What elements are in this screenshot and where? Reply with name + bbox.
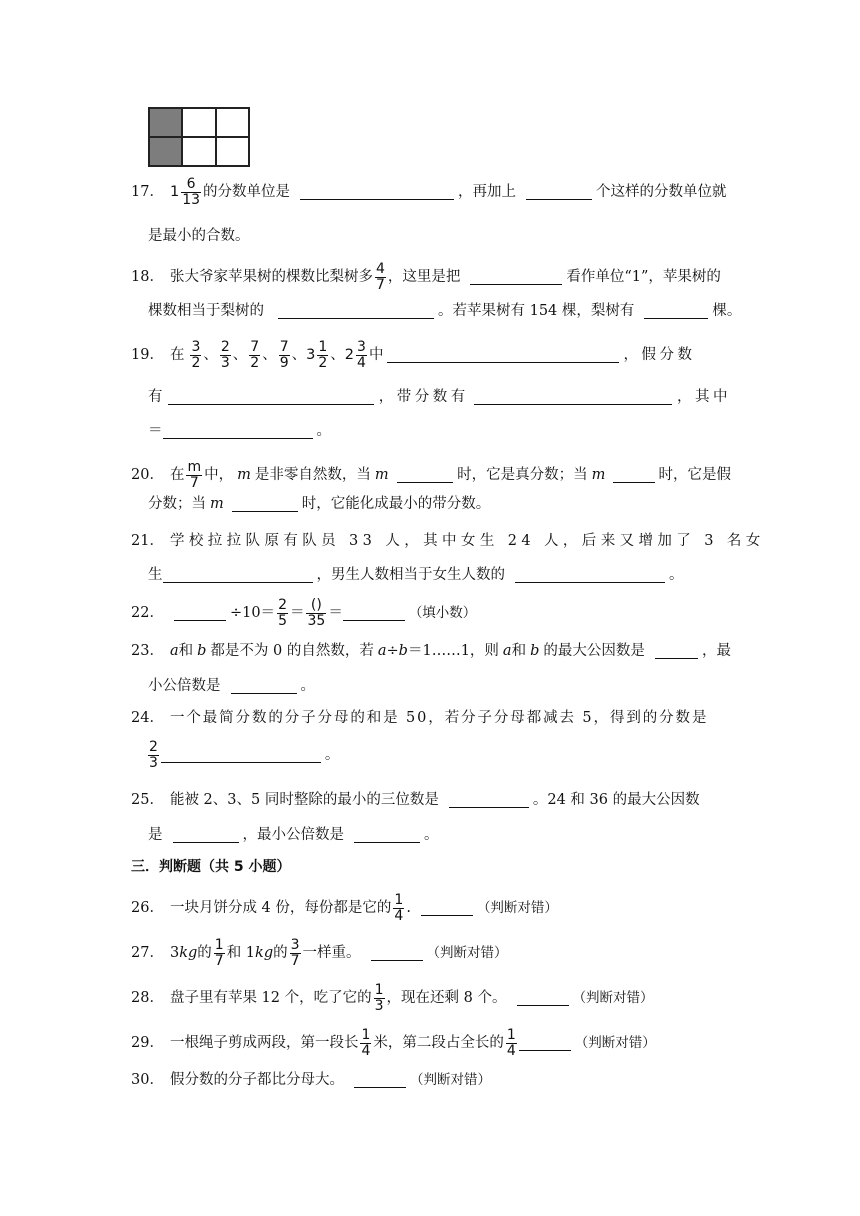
variable-m: m [210, 496, 224, 513]
variable-m: m [591, 467, 606, 484]
grid-cell [216, 137, 249, 166]
answer-blank[interactable] [470, 270, 562, 285]
question-text: 小公倍数是 [148, 678, 221, 695]
mixed-number-int: 1 [169, 184, 180, 201]
question-text: ，最 [702, 643, 731, 660]
question-text: 在 [169, 467, 185, 484]
equals-sign: ＝ [289, 605, 305, 622]
answer-blank[interactable] [231, 679, 297, 694]
question-number: 26． [131, 900, 164, 917]
instruction-text: （填小数） [408, 604, 477, 621]
answer-blank[interactable] [421, 901, 473, 916]
equals-sign: ＝ [328, 605, 343, 622]
answer-blank[interactable] [354, 1073, 406, 1088]
question-30-line [131, 1073, 731, 1088]
question-text: 和 1 [226, 945, 256, 962]
question-text: 时，它能化成最小的带分数。 [301, 496, 491, 513]
unit-kg: kg [179, 945, 198, 962]
answer-blank[interactable] [232, 497, 298, 512]
answer-blank[interactable] [519, 1036, 571, 1051]
question-text: ，男生人数相当于女生人数的 [316, 567, 505, 584]
question-text: 中 [368, 347, 384, 364]
grid-cell [182, 137, 215, 166]
instruction-text: （判断对错） [574, 1034, 656, 1051]
answer-blank[interactable] [343, 606, 405, 621]
question-number: 23． [131, 643, 164, 660]
fraction: $\frac{2}{5}$ [278, 597, 287, 629]
question-text: 看作单位“1”，苹果树的 [566, 269, 721, 286]
fraction: $\frac{7}{9}$ [279, 339, 289, 371]
question-text: 是最小的合数。 [148, 228, 250, 244]
question-17-line-1 [131, 177, 731, 208]
fraction: $\frac{1}{4}$ [361, 1027, 371, 1059]
fraction: $\frac{3}{4}$ [357, 339, 366, 371]
question-number: 21． [131, 533, 164, 549]
question-text: 一块月饼分成 4 份，每份都是它的 [169, 900, 392, 917]
question-number: 24． [131, 710, 164, 726]
question-21-line-2 [148, 568, 748, 583]
answer-blank[interactable] [161, 748, 321, 763]
question-number: 30． [131, 1072, 164, 1089]
question-text: ＝ [148, 423, 163, 440]
answer-blank[interactable] [278, 304, 434, 319]
answer-blank[interactable] [515, 568, 665, 583]
question-text: 的 [197, 945, 212, 962]
question-text: 。 [316, 423, 331, 440]
question-19-line-2 [148, 390, 731, 405]
question-text: 一根绳子剪成两段，第一段长 [169, 1035, 359, 1052]
question-text: ，这里是把 [387, 269, 461, 286]
grid-cell [182, 108, 215, 137]
answer-blank[interactable] [163, 424, 313, 439]
section-3-heading [131, 860, 731, 874]
question-text: ＝1……1，则 [407, 643, 499, 660]
question-number: 17． [131, 184, 164, 201]
fraction: $\frac{1}{7}$ [214, 937, 224, 969]
question-text: 有 [148, 389, 163, 406]
question-text: ，带分数有 [378, 389, 469, 406]
question-17-line-2 [148, 229, 748, 244]
question-26-line [131, 893, 731, 924]
fraction: $\frac{7}{2}$ [250, 339, 260, 371]
fraction: $\frac{1}{3}$ [374, 982, 384, 1014]
question-text: ，假分数 [623, 347, 696, 364]
question-number: 29． [131, 1035, 164, 1052]
fraction-grid-figure [148, 107, 250, 167]
separator: 、 [232, 347, 248, 364]
question-text: 棵数相当于梨树的 [148, 303, 264, 320]
question-24-line-1 [131, 711, 731, 726]
question-text: 。若苹果树有 154 棵，梨树有 [438, 303, 635, 320]
fraction: $\frac{4}{7}$ [375, 261, 385, 293]
answer-blank[interactable] [644, 304, 708, 319]
fraction: $\frac{1}{4}$ [506, 1027, 516, 1059]
answer-blank[interactable] [173, 828, 239, 843]
question-text: 张大爷家苹果树的棵数比梨树多 [169, 269, 373, 286]
answer-blank[interactable] [371, 946, 423, 961]
answer-blank[interactable] [354, 828, 420, 843]
question-text: ，现在还剩 8 个。 [386, 990, 507, 1007]
grid-cell [216, 108, 249, 137]
question-20-line-2 [148, 497, 748, 512]
question-text: 一个最简分数的分子分母的和是 50，若分子分母都减去 5，得到的分数是 [169, 710, 709, 726]
question-number: 19． [131, 347, 164, 364]
instruction-text: （判断对错） [476, 899, 558, 916]
question-19-line-1 [131, 340, 731, 371]
question-25-line-1 [131, 793, 731, 808]
question-24-line-2 [148, 740, 748, 771]
answer-blank[interactable] [655, 644, 698, 659]
fraction: $\frac{2}{3}$ [149, 739, 158, 771]
separator: 、 [330, 347, 345, 364]
question-text: . [406, 900, 411, 917]
variable-a: a [169, 643, 179, 660]
question-22-line [131, 598, 731, 629]
question-19-line-3 [148, 424, 748, 439]
fraction: $\frac{3}{7}$ [290, 937, 300, 969]
question-text: 米，第二段占全长的 [373, 1035, 504, 1052]
question-28-line [131, 983, 731, 1014]
fraction-with-blank[interactable]: $\frac{()}{35}$ [307, 597, 326, 629]
answer-blank[interactable] [168, 390, 374, 405]
fraction: $\frac{2}{3}$ [220, 339, 230, 371]
variable-m: m [237, 467, 251, 484]
question-text: 假分数的分子都比分母大。 [169, 1072, 344, 1089]
question-text: ，其中 [677, 389, 731, 406]
mixed-number-int: 2 [344, 347, 355, 364]
question-number: 20． [131, 467, 164, 484]
question-text: 能被 2、3、5 同时整除的最小的三位数是 [169, 792, 439, 809]
answer-blank[interactable] [449, 793, 529, 808]
question-text: 都是不为 0 的自然数，若 [210, 643, 374, 660]
answer-blank[interactable] [474, 390, 672, 405]
instruction-text: （判断对错） [572, 989, 654, 1006]
instruction-text: （判断对错） [409, 1071, 491, 1088]
question-text: 。 [669, 567, 684, 584]
variable-m: m [374, 467, 389, 484]
question-23-line-2 [148, 679, 748, 694]
answer-blank[interactable] [174, 606, 226, 621]
question-18-line-1 [131, 262, 731, 293]
question-text: 分数；当 [148, 496, 206, 513]
answer-blank[interactable] [300, 185, 454, 200]
question-number: 28． [131, 990, 164, 1007]
question-text: 的 [273, 945, 288, 962]
question-text: 一样重。 [302, 945, 361, 962]
separator: 、 [262, 347, 277, 364]
section-title: 三．判断题（共 5 小题） [131, 859, 291, 875]
variable-a: a [502, 643, 512, 660]
question-29-line [131, 1028, 731, 1059]
unit-kg: kg [255, 945, 274, 962]
variable-b: b [530, 643, 540, 660]
question-21-line-1 [131, 533, 765, 549]
question-text: 中， [204, 467, 234, 484]
variable-b: b [197, 643, 207, 660]
grid-cell-shaded [149, 108, 182, 137]
separator: 、 [203, 347, 218, 364]
answer-blank[interactable] [387, 348, 619, 363]
question-text: 。 [424, 827, 439, 844]
question-number: 18． [131, 269, 164, 286]
answer-blank[interactable] [163, 568, 313, 583]
fraction: $\frac{m}{7}$ [187, 459, 202, 491]
question-text: ，再加上 [458, 184, 517, 201]
question-25-line-2 [148, 828, 748, 843]
question-text: ，最小公倍数是 [242, 827, 344, 844]
fraction: $\frac{3}{2}$ [191, 339, 201, 371]
question-18-line-2 [148, 304, 748, 319]
question-text: 。 [324, 747, 340, 764]
question-number: 25． [131, 792, 164, 809]
question-27-line [131, 938, 731, 969]
question-text: 和 [511, 643, 527, 660]
question-text: 是非零自然数，当 [254, 467, 371, 484]
question-text: 棵。 [712, 303, 742, 320]
question-text: 学校拉拉队原有队员 33 人，其中女生 24 人，后来又增加了 3 名女 [169, 533, 765, 549]
question-number: 27． [131, 945, 164, 962]
question-number: 22． [131, 605, 164, 622]
fraction: $\frac{6}{13}$ [182, 176, 201, 208]
question-text: 的最大公因数是 [543, 643, 645, 660]
grid-cell-shaded [149, 137, 182, 166]
question-text: 。 [300, 678, 315, 695]
question-text: 生 [148, 567, 163, 584]
variable-b: b [398, 643, 408, 660]
separator: 、 [291, 347, 307, 364]
question-text: 时，它是假 [658, 467, 731, 484]
fraction: $\frac{1}{4}$ [394, 892, 404, 924]
question-text: 时，它是真分数；当 [457, 467, 588, 484]
answer-blank[interactable] [397, 468, 454, 483]
question-text: 在 [169, 347, 185, 364]
question-text: 和 [178, 643, 194, 660]
mixed-number-int: 3 [306, 347, 316, 364]
question-23-line-1 [131, 644, 731, 659]
answer-blank[interactable] [526, 185, 592, 200]
variable-a: a [377, 643, 387, 660]
question-text: ÷ [386, 643, 399, 660]
question-text: 3 [169, 945, 180, 962]
question-text: 个这样的分数单位就 [596, 184, 727, 201]
answer-blank[interactable] [517, 991, 569, 1006]
answer-blank[interactable] [613, 468, 654, 483]
question-text: 。24 和 36 的最大公因数 [532, 792, 700, 809]
instruction-text: （判断对错） [426, 944, 508, 961]
fraction: $\frac{1}{2}$ [318, 339, 328, 371]
question-text: 盘子里有苹果 12 个，吃了它的 [169, 990, 372, 1007]
question-text: 是 [148, 827, 163, 844]
question-text: ÷10＝ [229, 605, 276, 622]
question-text: 的分数单位是 [203, 184, 291, 201]
question-20-line-1 [131, 460, 731, 491]
